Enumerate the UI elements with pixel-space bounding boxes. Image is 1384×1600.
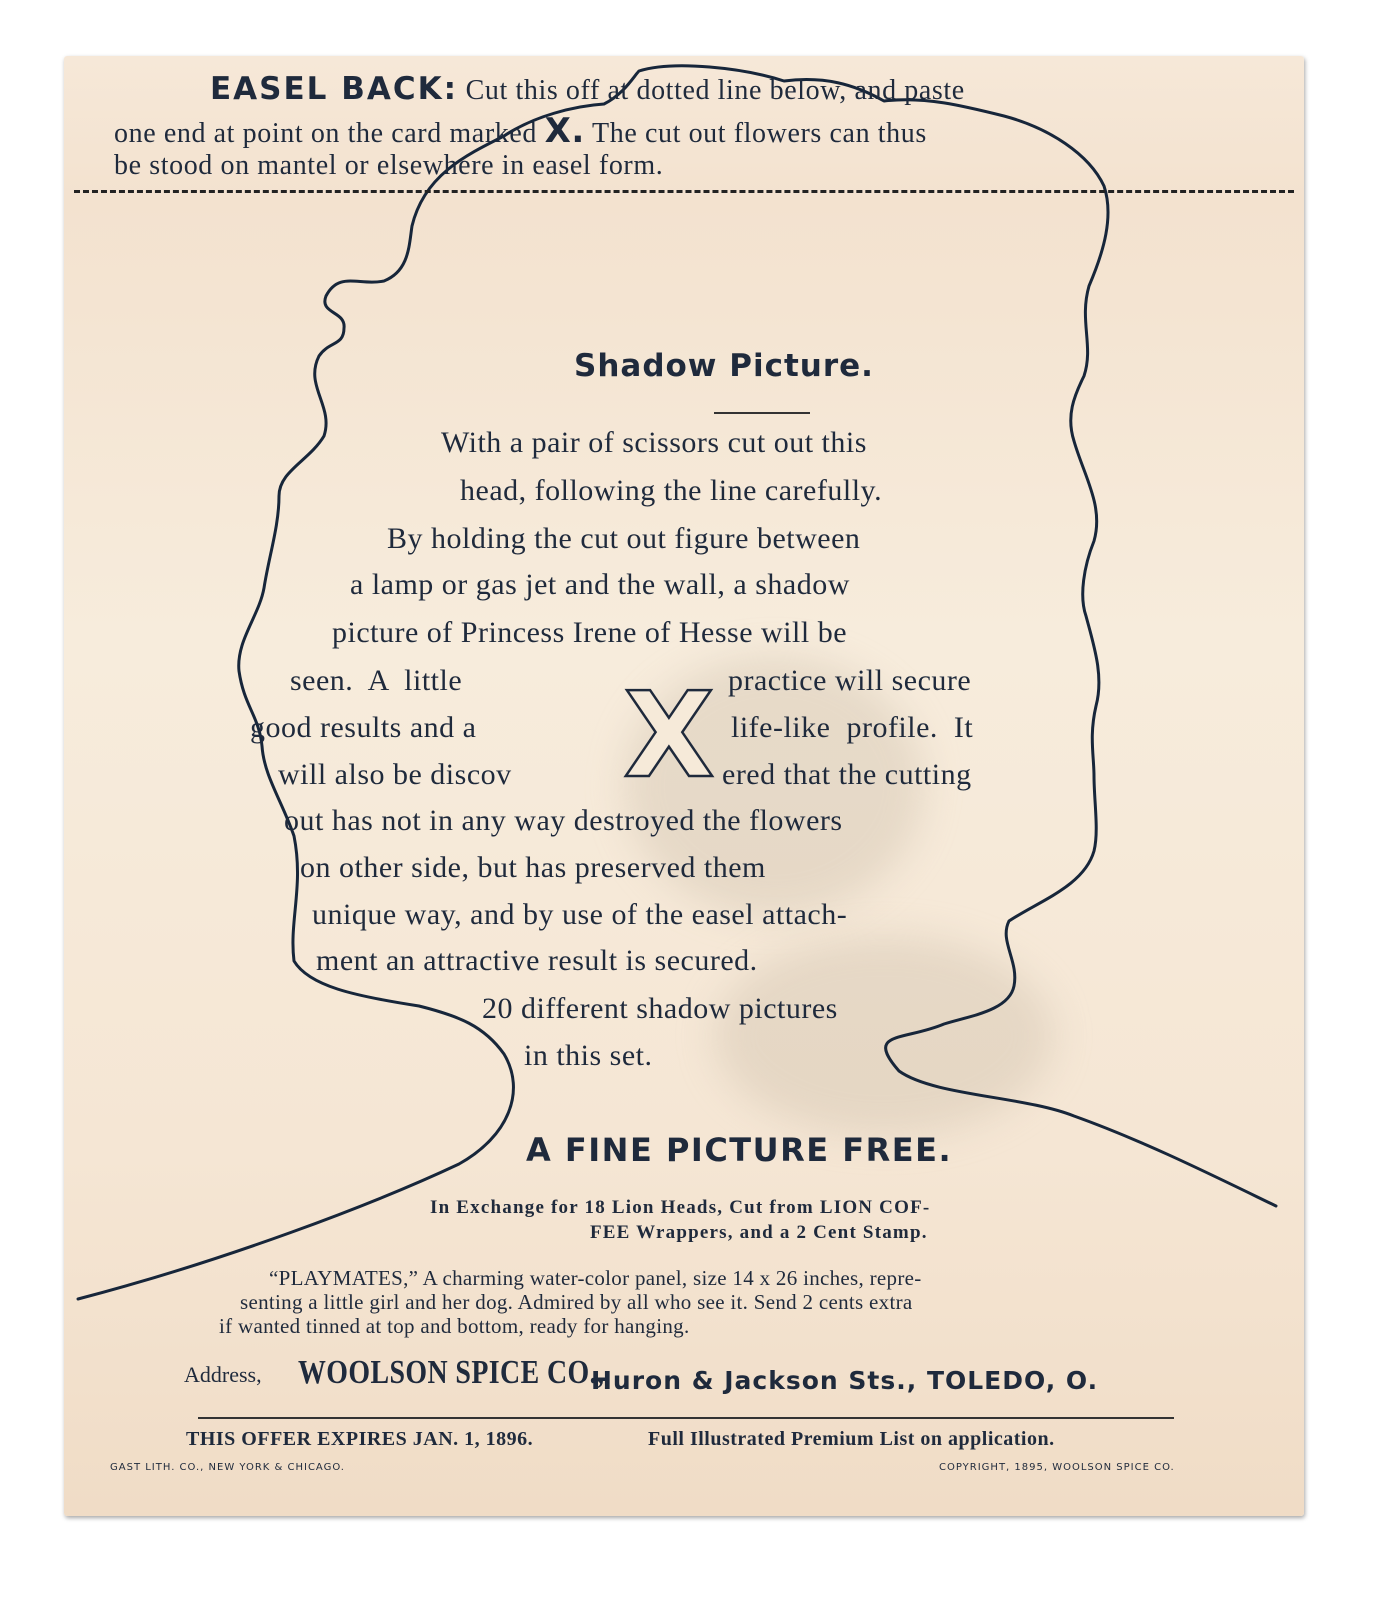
easel-text: Cut this off at dotted line below, and paste [465,75,965,106]
shadow-text-line: 20 different shadow pictures [482,992,838,1025]
street-address: Huron & Jackson Sts., TOLEDO, O. [591,1366,1099,1395]
shadow-text-line: will also be discov [278,758,512,791]
offer-headline: A FINE PICTURE FREE. [526,1131,953,1169]
easel-mark: X. [544,111,585,151]
printer-credit: GAST LITH. CO., NEW YORK & CHICAGO. [110,1462,345,1473]
shadow-text-line: With a pair of scissors cut out this [441,426,867,459]
easel-text: The cut out flowers can thus [592,118,927,149]
copyright-credit: COPYRIGHT, 1895, WOOLSON SPICE CO. [939,1462,1175,1473]
easel-line-3: be stood on mantel or elsewhere in easel form. [114,150,664,181]
shadow-text-line: in this set. [524,1039,653,1072]
paste-mark-x [604,684,734,784]
cut-dotted-line [74,190,1294,193]
shadow-text-line: a lamp or gas jet and the wall, a shadow [350,568,850,601]
shadow-text-line: life-like profile. It [731,711,974,744]
playmates-text: “PLAYMATES,” A charming water-color panel, size 14 x 26 inches, repre- [269,1266,922,1290]
address-line [184,1362,262,1388]
shadow-text-line: ment an attractive result is secured. [316,944,758,977]
playmates-text: if wanted tinned at top and bottom, ready for hanging. [219,1314,690,1338]
shadow-text-line: practice will secure [728,664,972,697]
exchange-text: In Exchange for 18 Lion Heads, Cut from LION COF- [430,1197,931,1218]
shadow-text-line: picture of Princess Irene of Hesse will be [332,616,848,649]
exchange-text: FEE Wrappers, and a 2 Cent Stamp. [590,1222,928,1243]
footer-rule [198,1417,1174,1419]
easel-line-2 [114,111,927,151]
shadow-text-line: unique way, and by use of the easel attach- [312,898,848,931]
shadow-title: Shadow Picture. [574,348,874,384]
easel-text: one end at point on the card marked [114,118,537,149]
shadow-text-line: on other side, but has preserved them [300,851,766,884]
trade-card [64,56,1304,1516]
shadow-text-line: head, following the line carefully. [460,474,883,507]
shadow-text-line: out has not in any way destroyed the flowers [284,804,843,837]
shadow-text-line: ered that the cutting [722,758,972,791]
shadow-text-line: seen. A little [290,664,463,697]
title-rule [714,412,810,414]
company-name: WOOLSON SPICE CO., [298,1354,605,1391]
paste-mark-letter: X [623,684,715,784]
playmates-text: senting a little girl and her dog. Admired by all who see it. Send 2 cents extra [240,1290,913,1314]
easel-line-1 [210,71,965,107]
premium-text: Full Illustrated Premium List on application. [648,1428,1055,1450]
shadow-text-line: good results and a [250,711,477,744]
address-label: Address, [184,1362,262,1387]
expires-text: THIS OFFER EXPIRES JAN. 1, 1896. [186,1428,534,1450]
shadow-text-line: By holding the cut out figure between [387,522,861,555]
easel-title: EASEL BACK: [210,71,459,107]
